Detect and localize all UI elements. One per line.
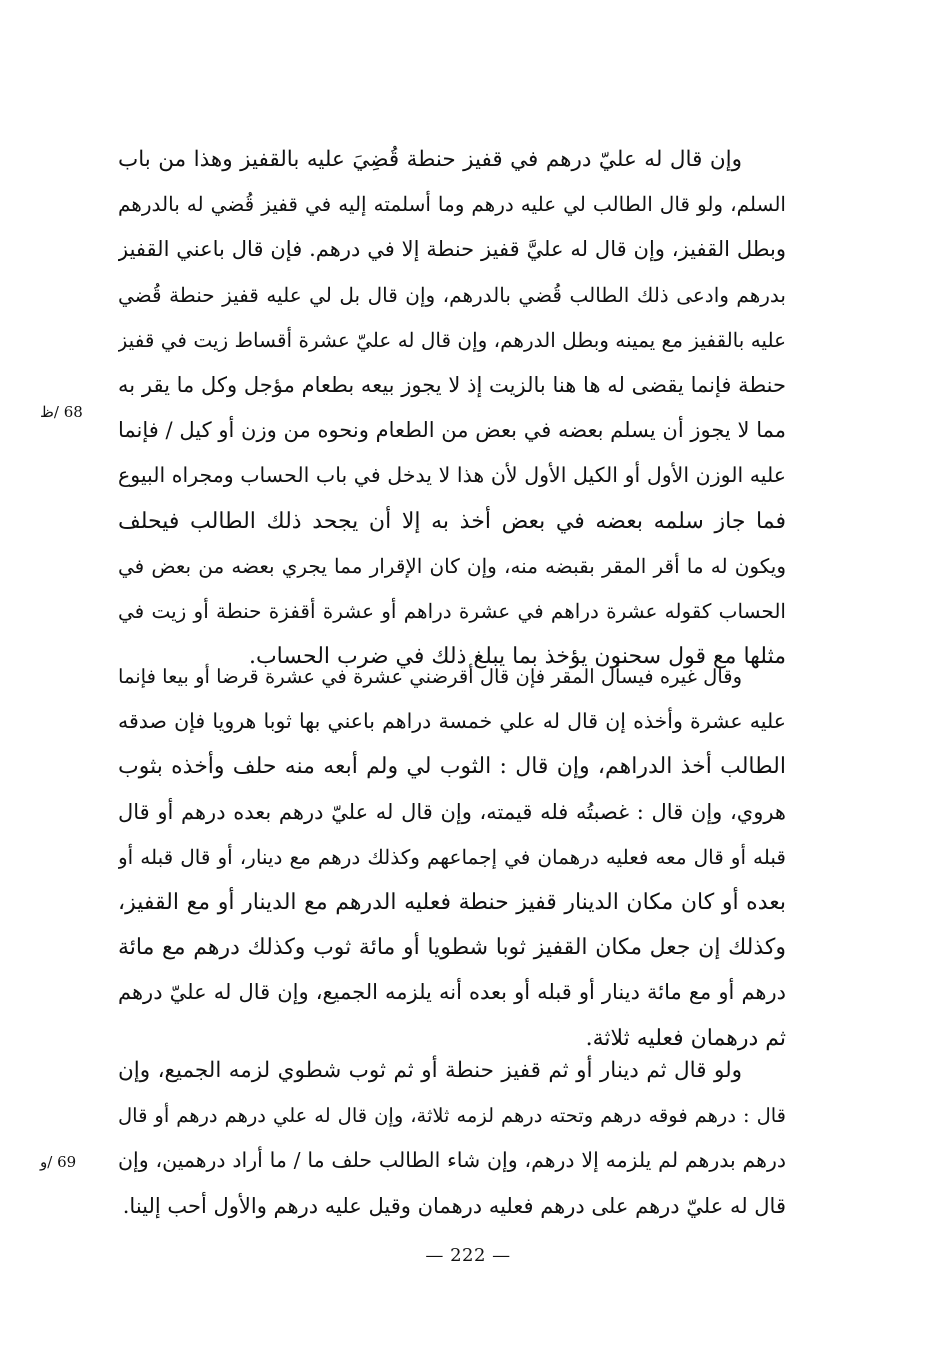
text-line: ثم درهمان فعليه ثلاثة. xyxy=(585,1025,786,1051)
text-line: وإن قال له عليّ درهم في قفيز حنطة قُضِيَ عليه بالقفيز وهذا من باب xyxy=(118,147,742,172)
paragraph-2 xyxy=(118,654,786,1061)
text-line: وكذلك إن جعل مكان القفيز ثوبا شطويا أو مائة ثوب وكذلك درهم مع مائة xyxy=(118,935,786,961)
text-line: ولو قال ثم دينار أو ثم قفيز حنطة أو ثم ثوب شطوي لزمه الجميع، وإن xyxy=(118,1058,742,1083)
text-line: ويكون له ما أقر المقر بقبضه منه، وإن كان الإقرار مما يجري بعضه من بعض في xyxy=(118,553,786,578)
text-line: درهم بدرهم لم يلزمه إلا درهم، وإن شاء الطالب حلف ما / ما أراد درهمين، وإن xyxy=(118,1148,786,1173)
text-line: الحساب كقوله عشرة دراهم في عشرة دراهم أو عشرة أقفزة حنطة أو زيت في xyxy=(118,598,786,623)
text-line: الطالب أخذ الدراهم، وإن قال : الثوب لي ولم أبعه منه حلف وأخذه بثوب xyxy=(118,754,786,780)
margin-folio-note: 68 /ظ xyxy=(40,403,83,421)
text-line: عليه بالقفيز مع يمينه وبطل الدرهم، وإن قال له عليّ عشرة أقساط زيت في قفيز xyxy=(118,327,786,352)
text-line: وبطل القفيز، وإن قال له عليَّ قفيز حنطة إلا في درهم. فإن قال باعني القفيز xyxy=(118,237,786,262)
text-line: مما لا يجوز أن يسلم بعضه في بعض من الطعام ونحوه من وزن أو كيل / فإنما xyxy=(118,418,786,443)
text-line: قال : درهم فوقه درهم وتحته درهم لزمه ثلاثة، وإن قال له علي درهم درهم أو قال xyxy=(118,1104,786,1128)
text-line: بدرهم وادعى ذلك الطالب قُضي بالدرهم، وإن قال بل لي عليه قفيز حنطة قُضي xyxy=(118,282,786,307)
text-line: حنطة فإنما يقضى له ها هنا بالزيت إذ لا يجوز بيعه بطعام مؤجل وكل ما يقر به xyxy=(118,372,786,397)
text-line: عليه الوزن الأول أو الكيل الأول لأن هذا لا يدخل في باب الحساب ومجراه البيوع xyxy=(118,463,786,488)
text-line: درهم أو مع مائة دينار أو قبله أو بعده أنه يلزمه الجميع، وإن قال له عليّ درهم xyxy=(118,980,786,1005)
page-number: — 222 — xyxy=(425,1245,511,1266)
text-line: عليه عشرة وأخذه إن قال له علي خمسة دراهم باعني بها ثوبا هرويا فإن صدقه xyxy=(118,709,786,734)
paragraph-3 xyxy=(118,1048,786,1229)
text-line: السلم، ولو قال الطالب لي عليه درهم وما أسلمته إليه في قفيز قُضي له بالدرهم xyxy=(118,192,786,217)
text-line: هروي، وإن قال : غصبتُه فله قيمته، وإن قال له عليّ درهم بعده درهم أو قال xyxy=(118,799,786,824)
text-line: وقال غيره فيسأل المقر فإن قال أقرضني عشرة في عشرة قرضا أو بيعا فإنما xyxy=(118,665,742,688)
margin-folio-note: 69 /و xyxy=(40,1153,77,1171)
text-line: قبله أو قال معه فعليه درهمان في إجماعهم وكذلك درهم مع دينار، أو قال قبله أو xyxy=(118,844,786,869)
text-line: فما جاز سلمه بعضه في بعض أخذ به إلا أن يجحد ذلك الطالب فيحلف xyxy=(118,508,786,534)
text-line: مثلها مع قول سحنون يؤخذ بما يبلغ ذلك في ضرب الحساب. xyxy=(248,644,786,670)
text-line: بعده أو كان مكان الدينار قفيز حنطة فعليه الدرهم مع الدينار أو مع القفيز، xyxy=(118,889,786,915)
text-line: قال له عليّ درهم على درهم فعليه درهمان وقيل عليه درهم والأول أحب إلينا. xyxy=(122,1193,786,1218)
paragraph-1 xyxy=(118,137,786,679)
